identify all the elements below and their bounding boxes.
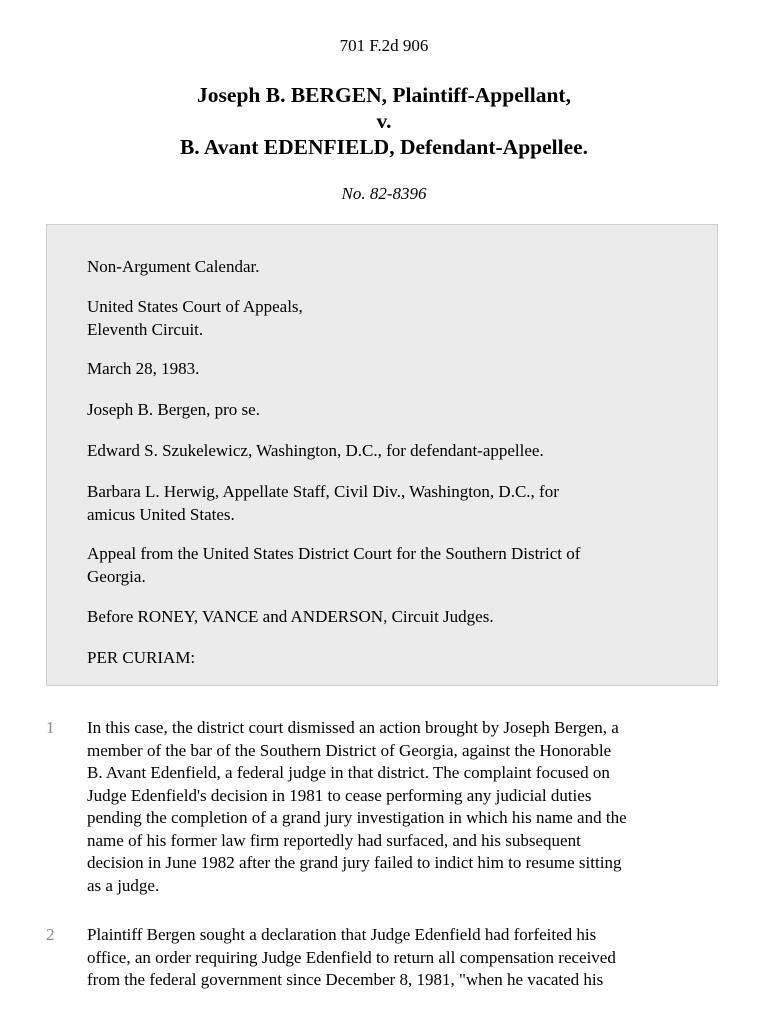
paragraph-line: decision in June 1982 after the grand jury failed to indict him to resume sitting xyxy=(87,853,622,872)
versus-label: v. xyxy=(376,109,392,133)
court-name xyxy=(87,296,687,341)
court-line-1: United States Court of Appeals, xyxy=(87,297,303,316)
calendar-note: Non-Argument Calendar. xyxy=(87,257,260,276)
paragraph-line: name of his former law firm reportedly had surfaced, and his subsequent xyxy=(87,830,581,850)
paragraph-line: Plaintiff Bergen sought a declaration that Judge Edenfield had forfeited his xyxy=(87,925,597,944)
judges-panel: Before RONEY, VANCE and ANDERSON, Circuit Judges. xyxy=(87,607,494,626)
counsel-defendant: Edward S. Szukelewicz, Washington, D.C., for defendant-appellee. xyxy=(87,441,544,460)
counsel-plaintiff: Joseph B. Bergen, pro se. xyxy=(87,400,260,419)
appeal-line-1: Appeal from the United States District Court for the Southern District of xyxy=(87,544,581,563)
case-header-box xyxy=(46,224,718,686)
paragraph-text xyxy=(87,924,616,992)
docket-number: No. 82-8396 xyxy=(341,184,427,203)
paragraph-line: pending the completion of a grand jury investigation in which his name and the xyxy=(87,808,627,827)
paragraph-line: office, an order requiring Judge Edenfield to return all compensation received xyxy=(87,947,616,967)
amicus-line-1: Barbara L. Herwig, Appellate Staff, Civil Div., Washington, D.C., for xyxy=(87,482,559,501)
paragraph-line: member of the bar of the Southern District of Georgia, against the Honorable xyxy=(87,740,612,760)
paragraph-number: 1 xyxy=(46,718,55,737)
case-caption xyxy=(0,82,768,160)
paragraph-line: as a judge. xyxy=(87,875,160,895)
decision-date: March 28, 1983. xyxy=(87,359,200,378)
counsel-amicus xyxy=(87,481,687,526)
court-line-2: Eleventh Circuit. xyxy=(87,319,204,339)
paragraph-line: from the federal government since December 8, 1981, "when he vacated his xyxy=(87,970,604,989)
paragraph-number: 2 xyxy=(46,925,55,944)
paragraph-line: B. Avant Edenfield, a federal judge in that district. The complaint focused on xyxy=(87,763,610,782)
amicus-line-2: amicus United States. xyxy=(87,504,235,524)
per-curiam-label: PER CURIAM: xyxy=(87,648,196,667)
paragraph-text xyxy=(87,717,627,897)
appeal-source xyxy=(87,543,687,588)
appeal-line-2: Georgia. xyxy=(87,566,146,586)
paragraph-line: Judge Edenfield's decision in 1981 to cease performing any judicial duties xyxy=(87,785,592,805)
plaintiff-name: Joseph B. BERGEN, Plaintiff-Appellant, xyxy=(197,83,571,107)
case-citation: 701 F.2d 906 xyxy=(339,36,429,55)
paragraph-line: In this case, the district court dismissed an action brought by Joseph Bergen, a xyxy=(87,718,619,737)
defendant-name: B. Avant EDENFIELD, Defendant-Appellee. xyxy=(179,135,589,159)
